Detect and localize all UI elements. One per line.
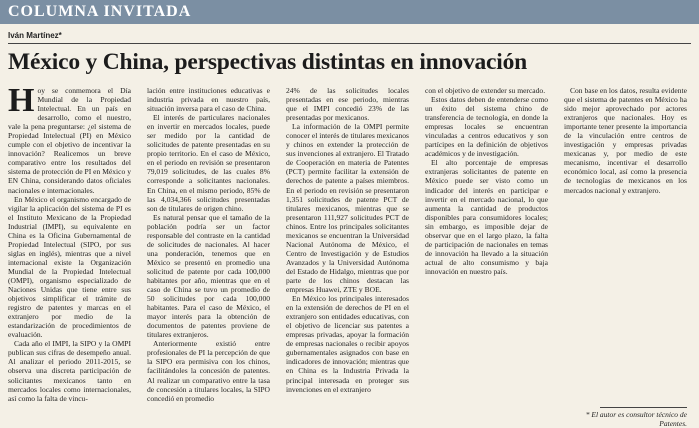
paragraph: Cada año el IMPI, la SIPO y la OMPI publican sus cifras de desempeño anual. Al analizar el periodo 2011-2015, se observa una discreta participación de solicitantes mexicanos tanto en mercados locales como internacionales, así como la falta de vincu-: [8, 339, 131, 403]
paragraph: lación entre instituciones educativas e industria privada en nuestro país, situación inversa para el caso de China.: [147, 86, 270, 114]
paragraph: Con base en los datos, resulta evidente que el sistema de patentes en México ha sido mejor aprovechado por actores extranjeros que nacionales. Hoy es importante tener presente la importancia de la vinculación entre centros de investigación y empresas privadas mexicanas y, por medio de este mecanismo, incentivar el desarrollo económico local, así como la presencia de tecnologías de mexicanos en los mercados nacional y extranjero.: [564, 86, 687, 195]
headline: México y China, perspectivas distintas en innovación: [8, 49, 528, 75]
footnote-divider: [600, 407, 687, 408]
paragraph: El interés de particulares nacionales en invertir en mercados locales, puede ser medido por la cantidad de solicitudes de patente presentadas en su propio territorio. En el caso de México, en el periodo en revisión se presentaron 79,019 solicitudes, de las cuales 8% corresponde a solicitantes nacionales. En China, en el mismo periodo, 85% de las 4,034,366 solicitudes presentadas son de titulares de origen chino.: [147, 113, 270, 213]
section-banner: [0, 0, 699, 24]
column-5: [564, 86, 687, 404]
paragraph: Anteriormente existió entre profesionales de PI la percepción de que la SIPO era permisiva con los chinos, facilitándoles la concesión de patentes. Al realizar un comparativo entre la tasa de concesión a titulares locales, la SIPO concedió en promedio: [147, 339, 270, 403]
divider: [8, 43, 691, 44]
paragraph: La información de la OMPI permite conocer el interés de titulares mexicanos y chinos en extender la protección de sus invenciones al extranjero. El Tratado de Cooperación en materia de Patentes (PCT) permite facilitar la extensión de derechos de patente a países miembros. En el periodo en revisión se presentaron 1,351 solicitudes de patente PCT de titulares mexicanos, mientras que se presentaron 111,927 solicitudes PCT de chinos. Entre los principales solicitantes mexicanos se encuentran la Universidad Nacional Autónoma de México, el Centro de Investigación y de Estudios Avanzados y la Universidad Autónoma del Estado de Hidalgo, mientras que por parte de los chinos destacan las empresas Huawei, ZTE y BOE.: [286, 122, 409, 295]
column-1: [8, 86, 131, 424]
paragraph: con el objetivo de extender su mercado.: [425, 86, 546, 95]
paragraph: En México el organismo encargado de vigilar la aplicación del sistema de PI es el Instituto Mexicano de la Propiedad Industrial (IMPI), su equivalente en China es la Oficina Gubernamental de Propiedad Intelectual (SIPO, por sus siglas en inglés), mientras que a nivel internacional existe la Organización Mundial de la Propiedad Intelectual (OMPI), organismo especializado de Naciones Unidas que tiene entre sus objetivos simplificar el trámite de registro de patentes y marcas en el extranjero por medio de la estandarización de procedimientos de evaluación.: [8, 194, 131, 340]
paragraph: Es natural pensar que el tamaño de la población podría ser un factor responsable del contraste en la cantidad de solicitudes de nacionales. Al hacer una ponderación, tenemos que en México se presentó en promedio una solicitud de patente por cada 100,000 habitantes por año, mientras que en el caso de China se tuvo un promedio de 50 solicitudes por cada 100,000 habitantes. Para el caso de México, el mayor interés para la obtención de documentos de patentes proviene de titulares extranjeros.: [147, 212, 270, 340]
column-2: [147, 86, 270, 424]
column-4: [425, 86, 548, 424]
author-footnote: * El autor es consultor técnico de Patentes.: [585, 410, 687, 428]
column-3: [286, 86, 409, 424]
section-title: COLUMNA INVITADA: [8, 3, 192, 20]
paragraph: En México los principales interesados en la extensión de derechos de PI en el extranjero son entidades educativas, con el objetivo de licenciar sus patentes a empresas privadas, apoyar la formación de empresas nacionales o recibir apoyos gubernamentales asignados con base en indicadores de innovación; mientras que en China es la Industria Privada la principal interesada en proteger sus invenciones en el extranjero: [286, 294, 409, 394]
paragraph: 24% de las solicitudes locales presentadas en ese periodo, mientras que el IMPI concedió 23% de las presentadas por mexicanos.: [286, 86, 409, 123]
drop-cap: H: [8, 86, 35, 119]
paragraph: Estos datos deben de entenderse como un éxito del sistema chino de transferencia de tecnología, en donde la empresas locales se encuentran vinculadas a centros educativos y son partícipes en la definición de objetivos académicos y de investigación.: [425, 95, 548, 159]
author-name: Iván Martínez*: [8, 31, 62, 40]
paragraph: El alto porcentaje de empresas extranjeras solicitantes de patente en México puede ser visto como un indicador del interés en participar e invertir en el mercado nacional, lo que aumenta la cantidad de productos disponibles para consumidores locales; sin embargo, es imposible dejar de observar que en el largo plazo, la falta de participación de nacionales en temas de innovación ha llevado a la situación actual de alto consumismo y baja innovación en nuestro país.: [425, 158, 548, 276]
paragraph: Hoy se conmemora el Día Mundial de la Propiedad Intelectual. En un país en desarrollo, como el nuestro, vale la pena preguntarse: ¿el sistema de Propiedad Intelectual (PI) en México cumple con el objetivo de incentivar la innovación? Realicemos un breve comparativo entre los resultados del sistema de protección de PI en México y EN China, considerando datos oficiales nacionales e internacionales.: [8, 86, 131, 195]
